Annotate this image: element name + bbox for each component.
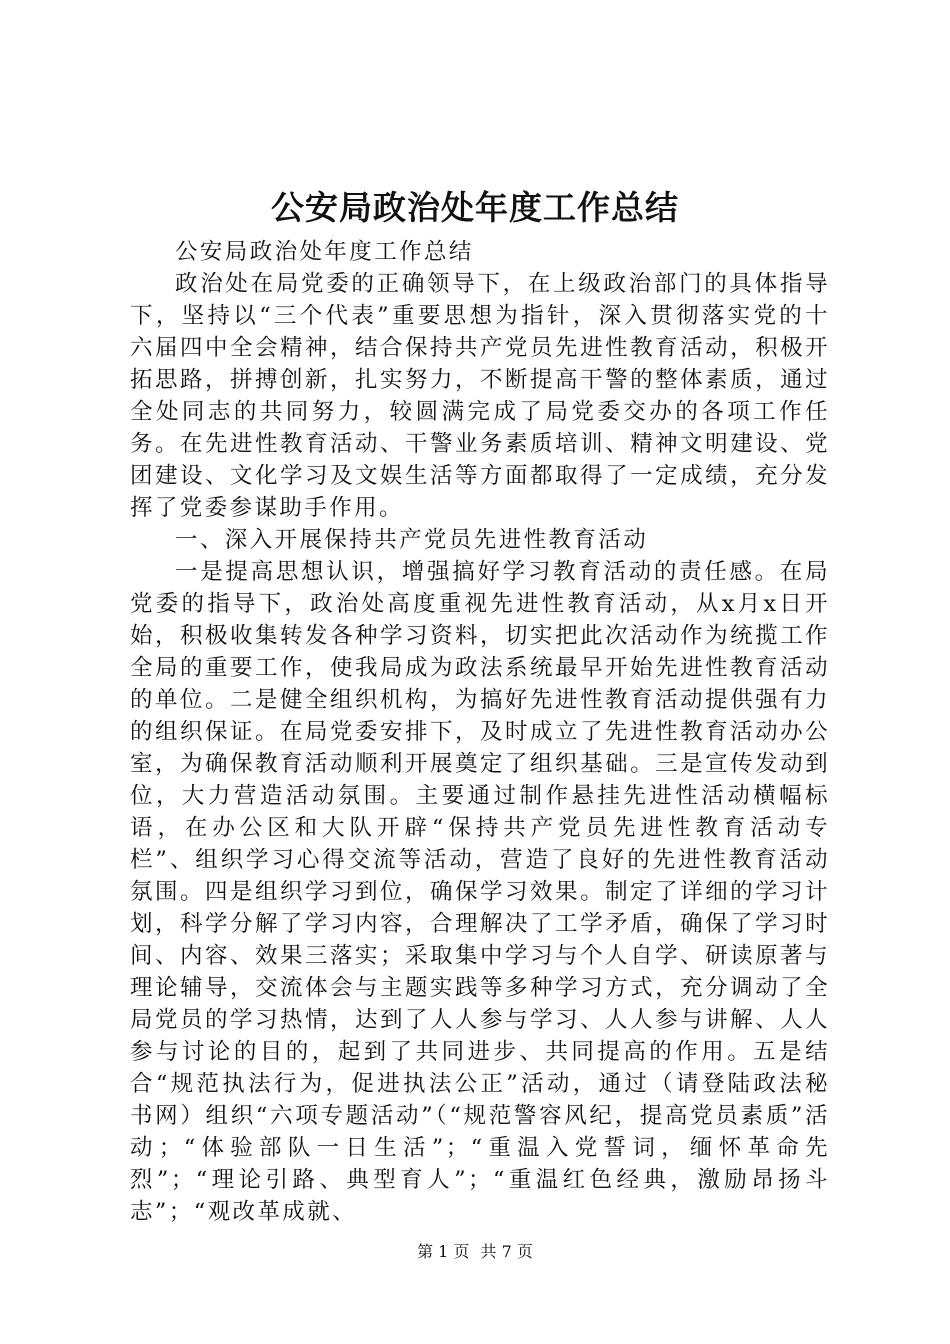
page-footer: [0, 1241, 950, 1263]
body-paragraph-intro: 政治处在局党委的正确领导下，在上级政治部门的具体指导下，坚持以“三个代表”重要思想为指针，深入贯彻落实党的十六届四中全会精神，结合保持共产党员先进性教育活动，积极开拓思路，拼搏创新，扎实努力，不断提高干警的整体素质，通过全处同志的共同努力，较圆满完成了局党委交办的各项工作任务。在先进性教育活动、干警业务素质培训、精神文明建设、党团建设、文化学习及文娱生活等方面都取得了一定成绩，充分发挥了党委参谋助手作用。: [130, 271, 830, 521]
page-number: 第 1 页: [417, 1242, 470, 1261]
body-paragraph-section-1: 一是提高思想认识，增强搞好学习教育活动的责任感。在局党委的指导下，政治处高度重视先进性教育活动，从x月x日开始，积极收集转发各种学习资料，切实把此次活动作为统揽工作全局的重要工作，使我局成为政法系统最早开始先进性教育活动的单位。二是健全组织机构，为搞好先进性教育活动提供强有力的组织保证。在局党委安排下，及时成立了先进性教育活动办公室，为确保教育活动顺利开展奠定了组织基础。三是宣传发动到位，大力营造活动氛围。主要通过制作悬挂先进性活动横幅标语，在办公区和大队开辟“保持共产党员先进性教育活动专栏”、组织学习心得交流等活动，营造了良好的先进性教育活动氛围。四是组织学习到位，确保学习效果。制定了详细的学习计划，科学分解了学习内容，合理解决了工学矛盾，确保了学习时间、内容、效果三落实；采取集中学习与个人自学、研读原著与理论辅导，交流体会与主题实践等多种学习方式，充分调动了全局党员的学习热情，达到了人人参与学习、人人参与讲解、人人参与讨论的目的，起到了共同进步、共同提高的作用。五是结合“规范执法行为，促进执法公正”活动，通过（请登陆政法秘书网）组织“六项专题活动”（“规范警容风纪，提高党员素质”活动；“体验部队一日生活”；“重温入党誓词，缅怀革命先烈”；“理论引路、典型育人”；“重温红色经典，激励昂扬斗志”；“观改革成就、: [130, 559, 830, 1225]
section-heading-1: 一、深入开展保持共产党员先进性教育活动: [175, 527, 649, 553]
body-subtitle: 公安局政治处年度工作总结: [175, 239, 474, 265]
document-body: [130, 236, 830, 1228]
page-total: 共 7 页: [480, 1242, 533, 1261]
document-title: 公安局政治处年度工作总结: [271, 188, 679, 227]
